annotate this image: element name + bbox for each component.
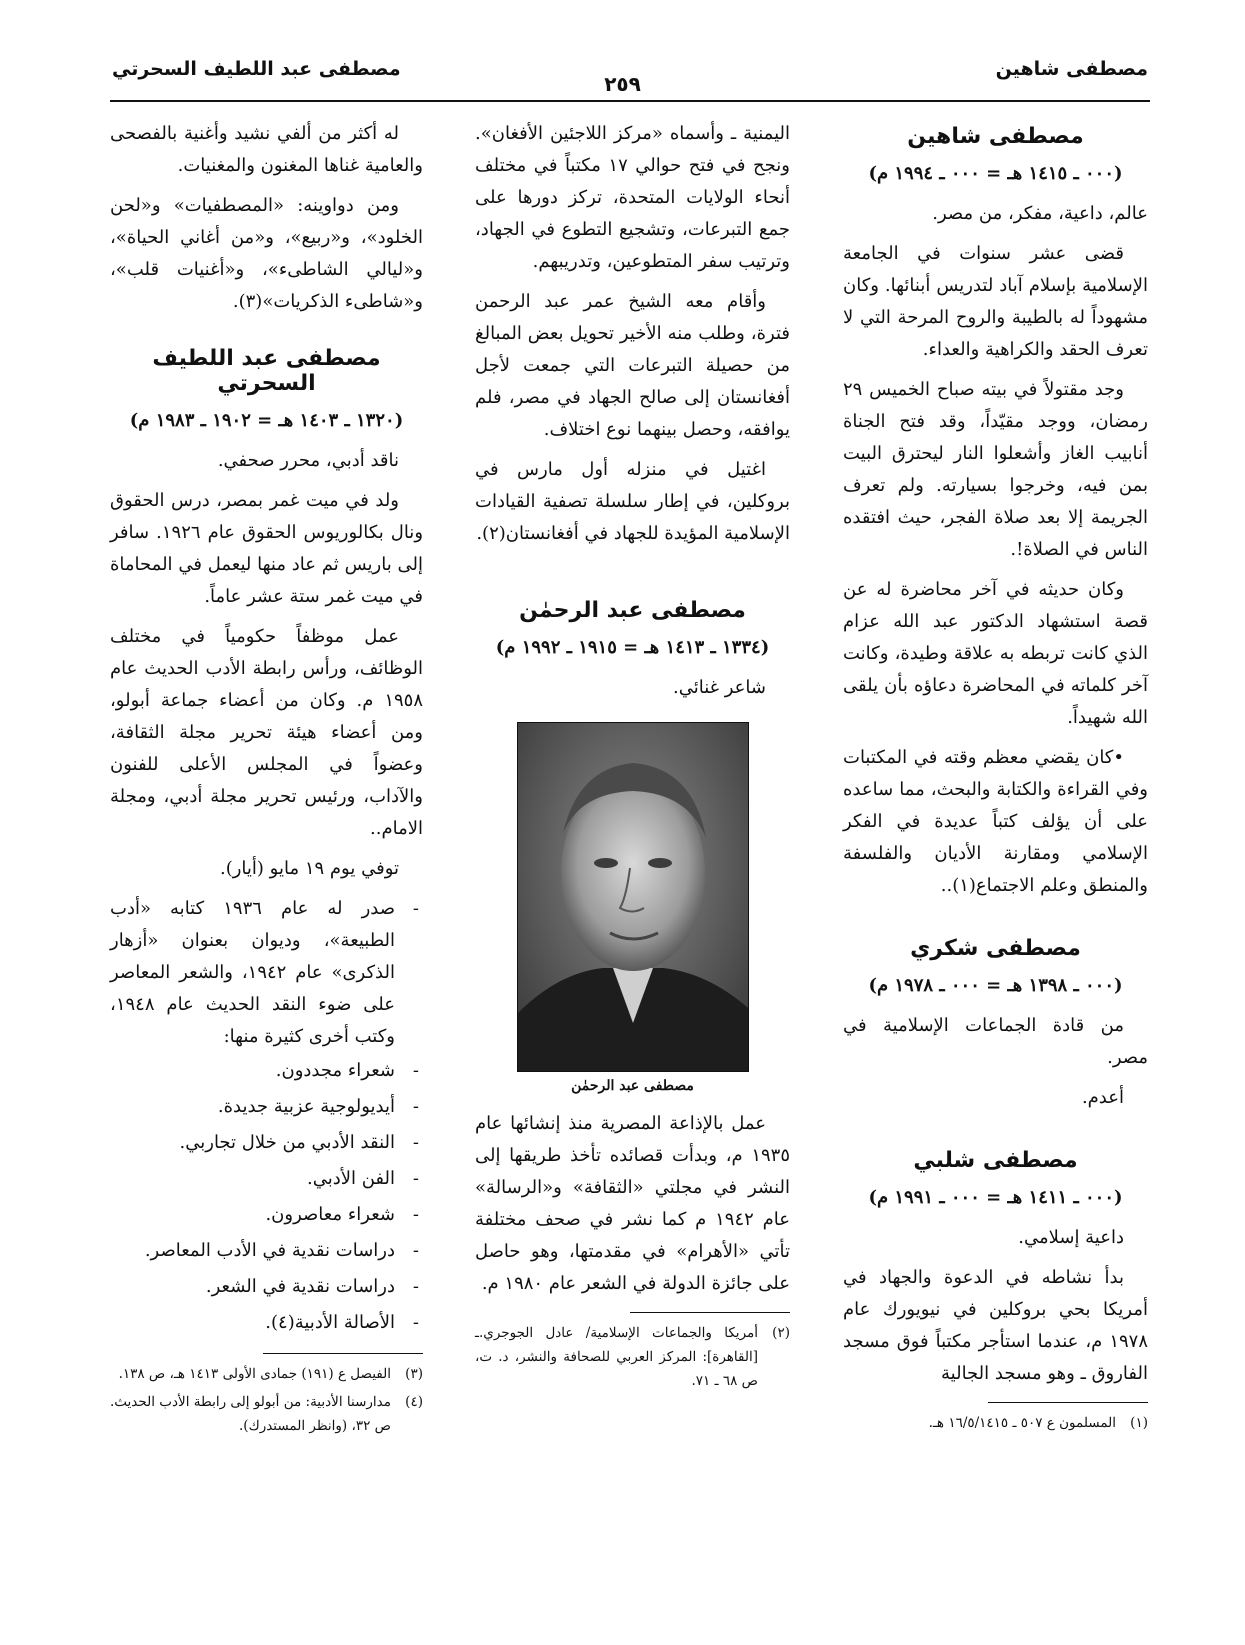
paragraph: ومن دواوينه: «المصطفيات» و«لحن الخلود»، و«ربيع»، و«من أغاني الحياة»، و«ليالي الشاطىء»، و«أغنيات قلب»، و«شاطىء الذكريات»(٣). (110, 195, 423, 312)
paragraph: من قادة الجماعات الإسلامية في مصر. (843, 1015, 1148, 1068)
footnote-text: مدارسنا الأدبية: من أبولو إلى رابطة الأدب الحديث. ص ٣٢، (وانظر المستدرك). (110, 1394, 391, 1434)
running-header-left: مصطفى عبد اللطيف السحرتي (112, 58, 401, 80)
paragraph: عالم، داعية، مفكر، من مصر. (932, 203, 1148, 224)
paragraph: اغتيل في منزله أول مارس في بروكلين، في إطار سلسلة تصفية القيادات الإسلامية المؤيدة للجهاد في أفغانستان(٢). (475, 459, 790, 544)
paragraph: وأقام معه الشيخ عمر عبد الرحمن فترة، وطلب منه الأخير تحويل بعض المبالغ من حصيلة التبرعات التي جمعت لأجل أفغانستان إلى صالح الجهاد في مصر، فلم يوافقه، وحصل بينهما نوع اختلاف. (475, 291, 790, 440)
paragraph: وجد مقتولاً في بيته صباح الخميس ٢٩ رمضان، ووجد مقيّداً، وقد فتح الجناة أنابيب الغاز وأشعلوا النار ليحترق البيت بمن فيه، وخرجوا بسيارته. ولم تعرف الجريمة إلا بعد صلاة الفجر، حيث افتقده الناس في الصلاة!. (843, 379, 1148, 560)
footnote-number: (٢) (772, 1325, 790, 1341)
entry-dates: (١٣٣٤ ـ ١٤١٣ هـ = ١٩١٥ ـ ١٩٩٢ م) (495, 637, 770, 658)
list-item: - شعراء مجددون. (110, 1053, 423, 1089)
footnote-rule (988, 1402, 1148, 1403)
entry-title: مصطفى شلبي (913, 1148, 1078, 1173)
entry-dates: (٠٠٠ ـ ١٤١١ هـ = ٠٠٠ ـ ١٩٩١ م) (868, 1187, 1123, 1208)
column-middle (475, 118, 790, 1397)
footnote-number: (١) (1130, 1415, 1148, 1431)
footnote (110, 1362, 423, 1386)
list-item: - أيديولوجية عزبية جديدة. (110, 1089, 423, 1125)
paragraph: وكان حديثه في آخر محاضرة له عن قصة استشهاد الدكتور عبد الله عزام الذي كانت تربطه به علاقة وطيدة، وكانت آخر كلماته في المحاضرة دعاؤه بأن يلقى الله شهيداً. (843, 579, 1148, 728)
footnote-number: (٣) (405, 1366, 423, 1382)
footnote-text: أمريكا والجماعات الإسلامية/ عادل الجوجري.ـ [القاهرة]: المركز العربي للصحافة والنشر، د. ت، ص ٦٨ ـ ٧١. (475, 1325, 758, 1389)
paragraph: ولد في ميت غمر بمصر، درس الحقوق ونال بكالوريوس الحقوق عام ١٩٢٦. سافر إلى باريس ثم عاد منها ليعمل في المحاماة في ميت غمر ستة عشر عاماً. (110, 490, 424, 607)
footnote (843, 1411, 1148, 1435)
entry-title: مصطفى شكري (910, 936, 1081, 961)
list-item: - النقد الأدبي من خلال تجاربي. (110, 1125, 423, 1161)
footnote (475, 1321, 790, 1393)
paragraph: أعدم. (1081, 1087, 1124, 1108)
paragraph: له أكثر من ألفي نشيد وأغنية بالفصحى والعامية غناها المغنون والمغنيات. (110, 123, 423, 176)
paragraph: شاعر غنائي. (672, 677, 766, 698)
photo-caption: مصطفى عبد الرحمٰن (571, 1078, 694, 1094)
works-list (110, 893, 423, 1341)
footnote-rule (630, 1312, 790, 1313)
footnote-number: (٤) (405, 1394, 423, 1410)
footnote-rule (263, 1353, 423, 1354)
entry-dates: (٠٠٠ ـ ١٣٩٨ هـ = ٠٠٠ ـ ١٩٧٨ م) (868, 975, 1123, 996)
paragraph: قضى عشر سنوات في الجامعة الإسلامية بإسلام آباد لتدريس أبنائها. وكان مشهوداً له بالطيبة والروح المرحة التي لا تعرف الحقد والكراهية والعداء. (843, 243, 1148, 360)
paragraph: داعية إسلامي. (1018, 1227, 1124, 1248)
list-item: - دراسات نقدية في الأدب المعاصر. (110, 1233, 423, 1269)
footnote-text: المسلمون ع ٥٠٧ ـ ١٦/٥/١٤١٥ هـ. (928, 1415, 1116, 1431)
list-item: - شعراء معاصرون. (110, 1197, 423, 1233)
portrait-photo (517, 722, 749, 1072)
footnote (110, 1390, 423, 1438)
paragraph: ناقد أدبي، محرر صحفي. (217, 450, 399, 471)
entry-title: مصطفى عبد الرحمٰن (519, 598, 746, 623)
paragraph: توفي يوم ١٩ مايو (أيار). (220, 858, 399, 879)
column-left (110, 118, 423, 1442)
list-item: - الفن الأدبي. (110, 1161, 423, 1197)
column-right (843, 118, 1148, 1439)
entry-dates: (٠٠٠ ـ ١٤١٥ هـ = ٠٠٠ ـ ١٩٩٤ م) (868, 163, 1123, 184)
paragraph: •كان يقضي معظم وقته في المكتبات وفي القراءة والكتابة والبحث، مما ساعده على أن يؤلف كتباً عديدة في الفكر الإسلامي ومقارنة الأديان والفلسفة والمنطق وعلم الاجتماع(١).. (843, 747, 1148, 896)
list-item: - دراسات نقدية في الشعر. (110, 1269, 423, 1305)
running-header-right: مصطفى شاهين (995, 58, 1148, 80)
paragraph: بدأ نشاطه في الدعوة والجهاد في أمريكا بحي بروكلين في نيويورك عام ١٩٧٨ م، عندما استأجر مكتباً فوق مسجد الفاروق ـ وهو مسجد الجالية (843, 1267, 1148, 1384)
paragraph: عمل موظفاً حكومياً في مختلف الوظائف، ورأس رابطة الأدب الحديث عام ١٩٥٨ م. وكان من أعضاء جماعة أبولو، ومن أعضاء هيئة تحرير مجلة الثقافة، وعضواً في المجلس الأعلى للفنون والآداب، ورئيس تحرير مجلة أدبي، ومجلة الامام.. (110, 626, 423, 839)
entry-title: مصطفى عبد اللطيف السحرتي (152, 346, 381, 396)
page-number: ٢٥٩ (604, 72, 641, 96)
paragraph: عمل بالإذاعة المصرية منذ إنشائها عام ١٩٣٥ م، وبدأت قصائده تأخذ طريقها إلى النشر في مجلتي «الثقافة» و«الرسالة» عام ١٩٤٢ م كما نشر في صحف مختلفة تأتي «الأهرام» في مقدمتها، وهو حاصل على جائزة الدولة في الشعر عام ١٩٨٠ م. (475, 1113, 791, 1294)
portrait-image (518, 723, 748, 1071)
entry-title: مصطفى شاهين (907, 124, 1084, 149)
list-item: - الأصالة الأدبية(٤). (110, 1305, 423, 1341)
list-item: - صدر له عام ١٩٣٦ كتابه «أدب الطبيعة»، وديوان بعنوان «أزهار الذكرى» عام ١٩٤٢، والشعر المعاصر على ضوء النقد الحديث عام ١٩٤٨، وكتب أخرى كثيرة منها: (110, 893, 423, 1053)
footnote-text: الفيصل ع (١٩١) جمادى الأولى ١٤١٣ هـ، ص ١٣٨. (118, 1366, 391, 1382)
paragraph: اليمنية ـ وأسماه «مركز اللاجئين الأفغان». ونجح في فتح حوالي ١٧ مكتباً في مختلف أنحاء الولايات المتحدة، تركز دورها على جمع التبرعات، وتشجيع التطوع في الجهاد، وترتيب سفر المتطوعين، وتدريبهم. (475, 123, 790, 272)
entry-dates: (١٣٢٠ ـ ١٤٠٣ هـ = ١٩٠٢ ـ ١٩٨٣ م) (129, 410, 404, 431)
header-rule (110, 100, 1150, 102)
